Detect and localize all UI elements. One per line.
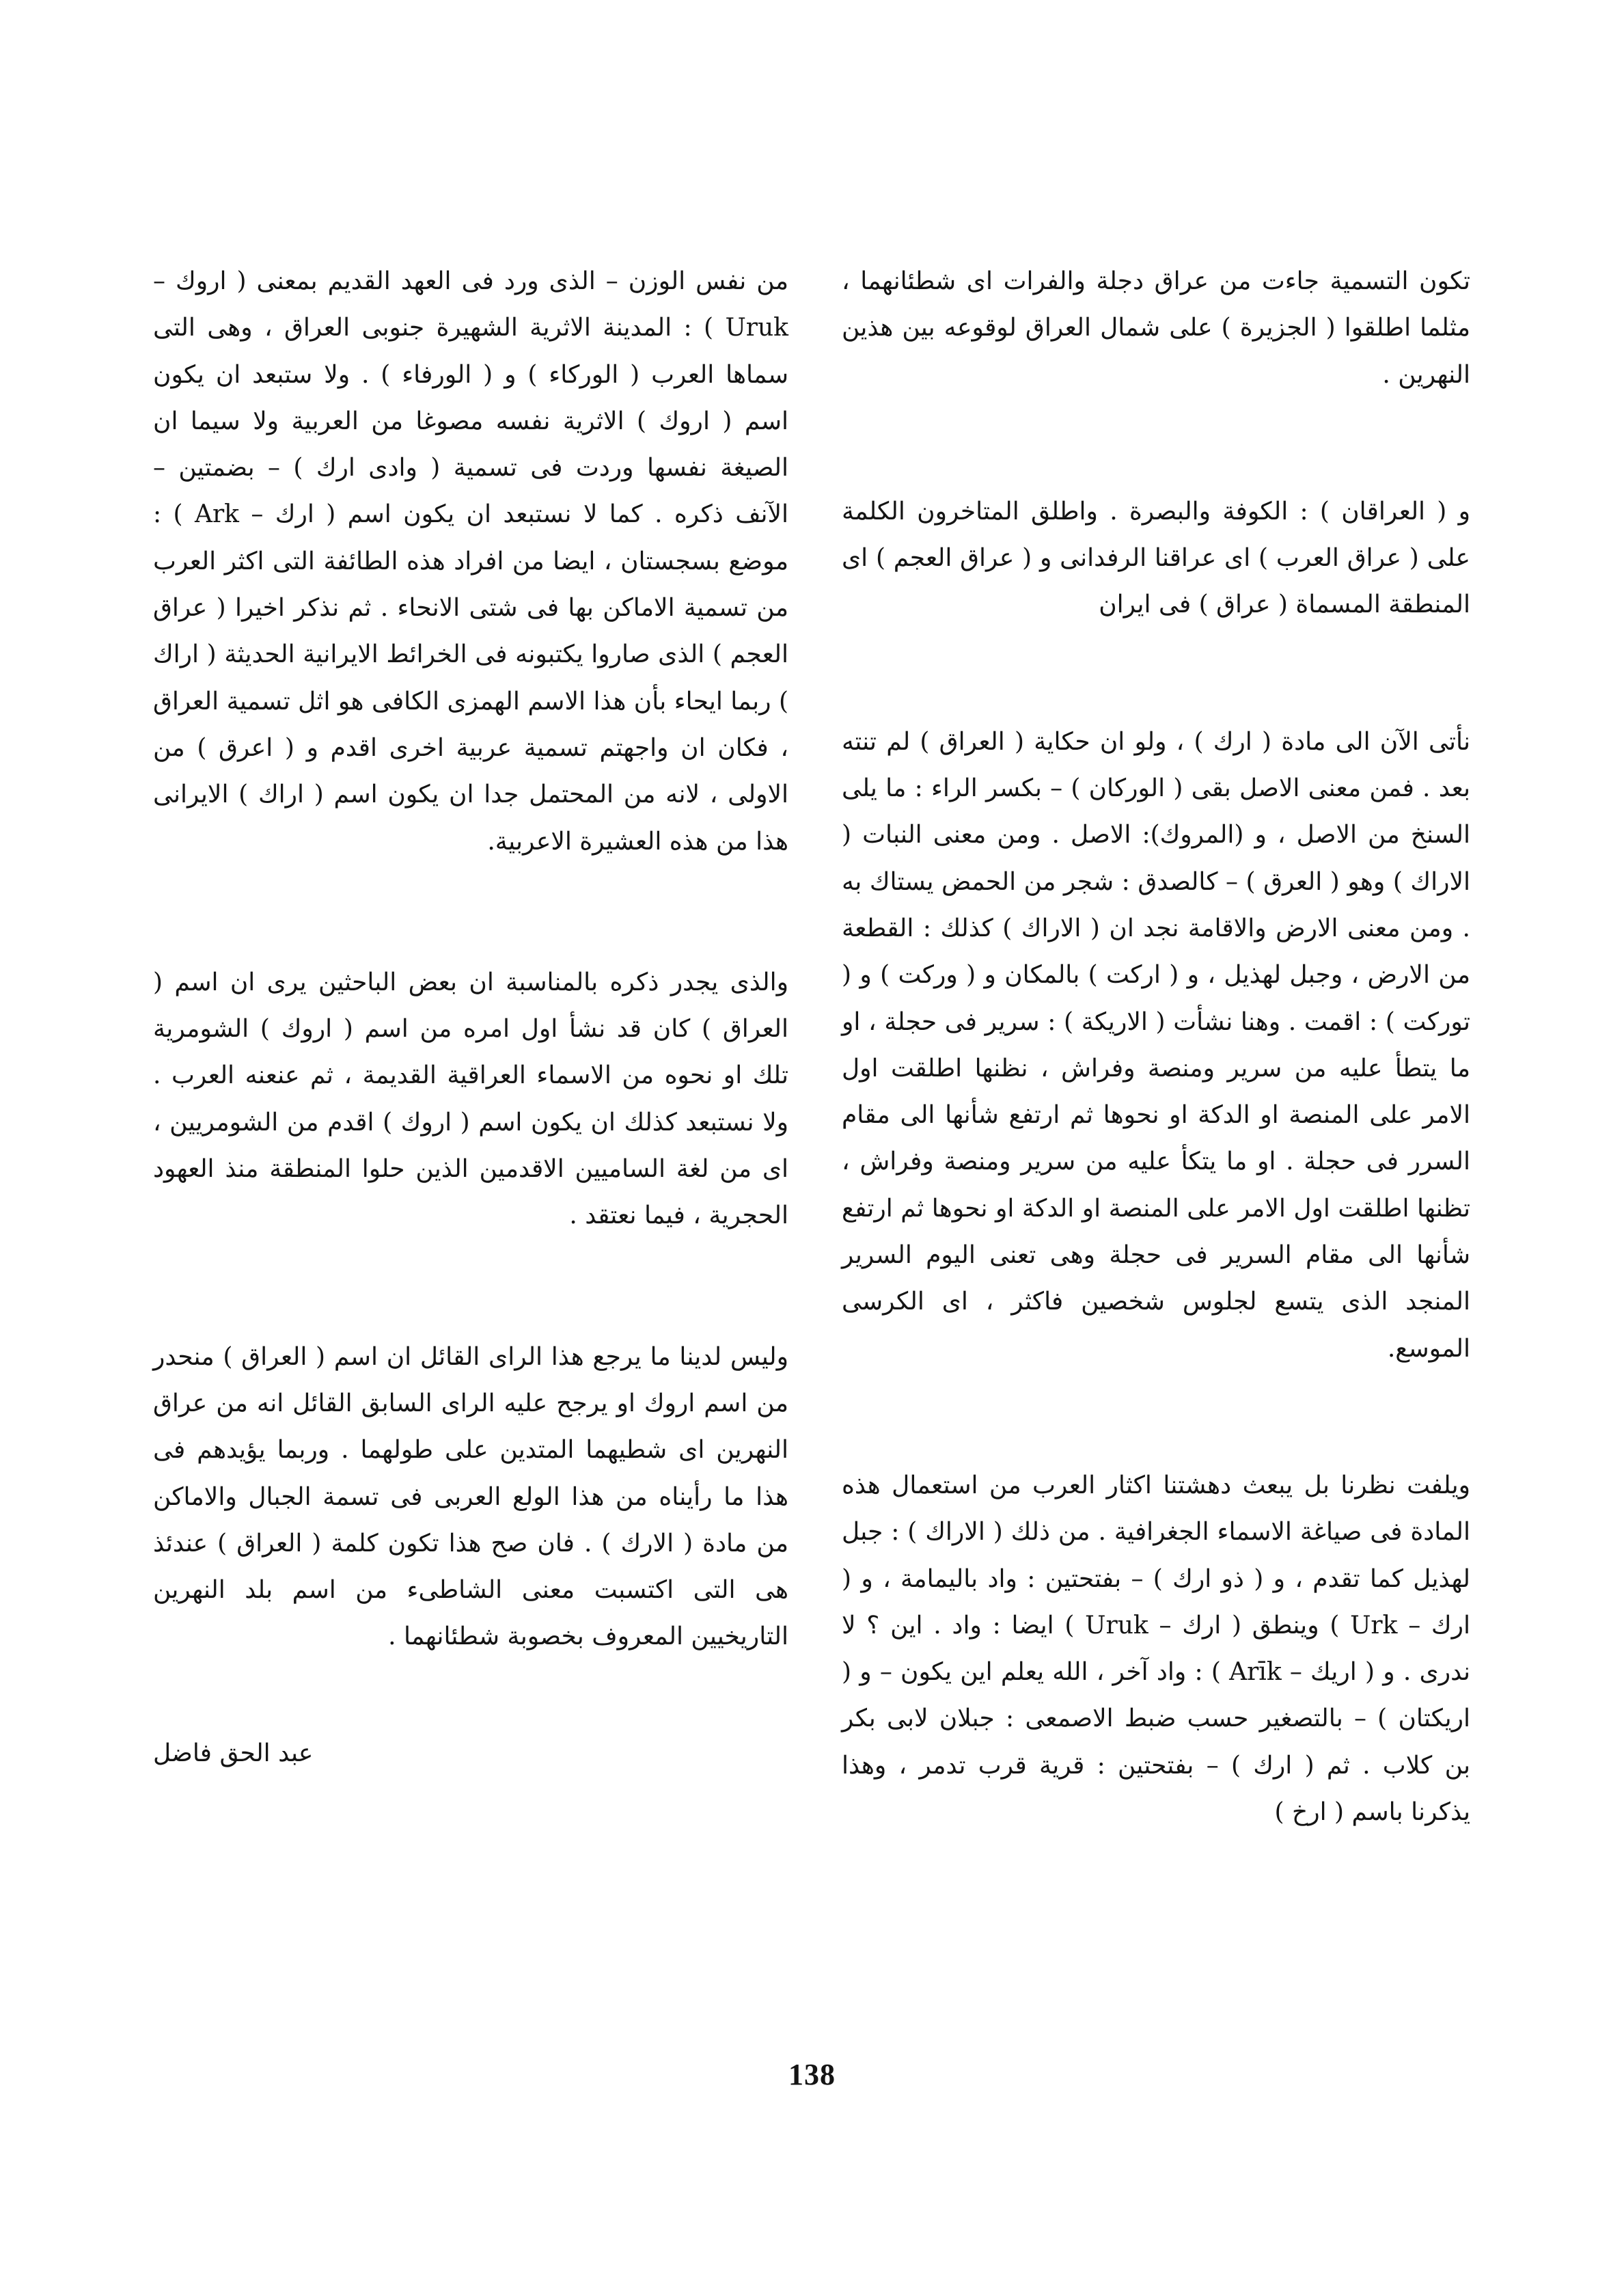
right-paragraph-3: نأتى الآن الى مادة ( ارك ) ، ولو ان حكاية ( العراق ) لم تنته بعد . فمن معنى الاصل بقى ( الوركان ) – بكسر الراء : ما يلى السنخ من الاصل ، و (المروك): الاصل . ومن معنى النبات ( الاراك ) وهو ( العرق ) – كالصدق : شجر من الحمض يستاك به . ومن معنى الارض والاقامة نجد ان ( الاراك ) كذلك : القطعة من الارض ، وجبل لهذيل ، و ( اركت ) بالمكان و ( وركت ) و ( توركت ) : اقمت . وهنا نشأت ( الاريكة ) : سرير فى حجلة ، او ما يتطأ عليه من سرير ومنصة وفراش ، نظنها اطلقت اول الامر على المنصة او الدكة او نحوها ثم ارتفع شأنها الى مقام السرر فى حجلة . او ما يتكأ عليه من سرير ومنصة وفراش ، تظنها اطلقت اول الامر على المنصة او الدكة او نحوها ثم ارتفع شأنها الى مقام السرير فى حجلة وهى تعنى اليوم السرير المنجد الذى يتسع لجلوس شخصين فاكثر ، اى الكرسى الموسع. [842,727,1471,1363]
paragraph-gap [153,865,788,960]
left-paragraph-2: والذى يجدر ذكره بالمناسبة ان بعض الباحثين يرى ان اسم ( العراق ) كان قد نشأ اول امره من اسم ( اروك ) الشومرية تلك او نحوه من الاسماء العراقية القديمة ، ثم عنعنه العرب . ولا نستبعد كذلك ان يكون اسم ( اروك ) اقدم من الشومريين ، اى من لغة الساميين الاقدمين الذين حلوا المنطقة منذ العهود الحجرية ، فيما نعتقد . [153,968,788,1230]
right-paragraph-2: و ( العراقان ) : الكوفة والبصرة . واطلق المتاخرون الكلمة على ( عراق العرب ) اى عراقنا الرفدانى و ( عراق العجم ) اى المنطقة المسماة ( عراق ) فى ايران [842,497,1470,619]
page-number: 138 [788,2058,836,2091]
left-paragraph-1: من نفس الوزن – الذى ورد فى العهد القديم بمعنى ( اروك – Uruk ) : المدينة الاثرية الشهيرة جنوبى العراق ، وهى التى سماها العرب ( الوركاء ) و ( الورفاء ) . ولا ستبعد ان يكون اسم ( اروك ) الاثرية نفسه مصوغا من العربية ولا سيما ان الصيغة نفسها وردت فى تسمية ( وادى ارك ) – بضمتين – الآنف ذكره . كما لا نستبعد ان يكون اسم ( ارك – Ark ) : موضع بسجستان ، ايضا من افراد هذه الطائفة التى اكثر العرب من تسمية الاماكن بها فى شتى الانحاء . ثم نذكر اخيرا ( عراق العجم ) الذى صاروا يكتبونه فى الخرائط الايرانية الحديثة ( اراك ) ربما ايحاء بأن هذا الاسم الهمزى الكافى هو اثل تسمية العراق ، فكان ان واجهتم تسمية عربية اخرى اقدم و ( اعرق ) من الاولى ، لانه من المحتمل جدا ان يكون اسم ( اراك ) الايرانى هذا من هذه العشيرة الاعربية. [153,267,789,856]
right-paragraph-4: ويلفت نظرنا بل يبعث دهشتنا اكثار العرب من استعمال هذه المادة فى صياغة الاسماء الجغرافية . من ذلك ( الاراك ) : جبل لهذيل كما تقدم ، و ( ذو ارك ) – بفتحتين : واد باليمامة ، و ( ارك – Urk ) وينطق ( ارك – Uruk ) ايضا : واد . اين ؟ لا ندرى . و ( اريك – Arīk ) : واد آخر ، الله يعلم اين يكون – و ( اريكتان ) – بالتصغير حسب ضبط الاصمعى : جبلان لابى بكر بن كلاب . ثم ( ارك ) – بفتحتين : قرية قرب تدمر ، وهذا يذكرنا باسم ( ارخ ) [842,1471,1470,1827]
paragraph-gap [153,1240,788,1334]
left-column [153,258,788,1661]
left-paragraph-3: وليس لدينا ما يرجع هذا الراى القائل ان اسم ( العراق ) منحدر من اسم اروك او يرجح عليه الراى السابق القائل انه من عراق النهرين اى شطيهما المتدين على طولهما . وربما يؤيدهم فى هذا ما رأيناه من هذا الولع العربى فى تسمة الجبال والاماكن من مادة ( الارك ) . فان صح هذا تكون كلمة ( العراق ) عندئذ هى التى اكتسبت معنى الشاطىء من اسم بلد النهرين التاريخيين المعروف بخصوبة شطئانهما . [153,1342,788,1651]
paragraph-gap [842,1372,1470,1463]
right-paragraph-1: تكون التسمية جاءت من عراق دجلة والفرات اى شطئانهما ، مثلما اطلقوا ( الجزيرة ) على شمال العراق لوقوعه بين هذين النهرين . [842,267,1470,389]
author-signature: عبد الحق فاضل [153,1739,314,1767]
right-column [842,258,1470,1836]
paragraph-gap [842,629,1470,719]
paragraph-gap [842,398,1470,489]
